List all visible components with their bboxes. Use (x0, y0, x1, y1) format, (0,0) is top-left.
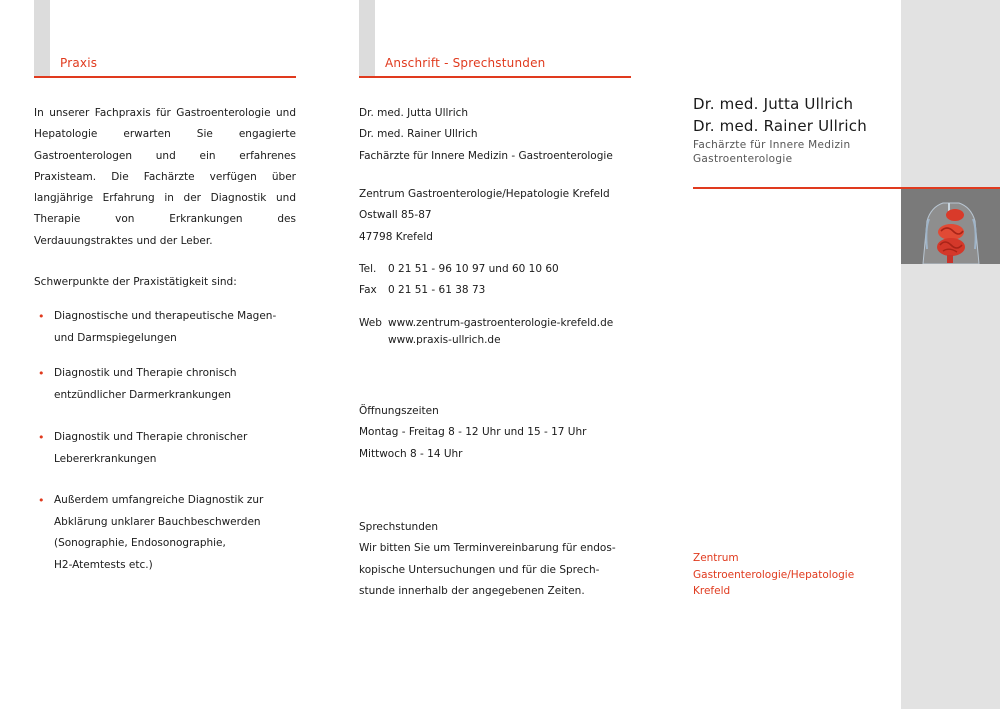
bullet-dot-icon: • (38, 310, 45, 323)
phone-block (359, 259, 559, 302)
digestive-system-icon (901, 189, 1000, 264)
opening-hours-heading: Öffnungszeiten (359, 405, 439, 417)
contact-heading: Anschrift - Sprechstunden (385, 56, 546, 70)
center-name: Zentrum Gastroenterologie/Hepatologie Krefeld (693, 552, 855, 598)
tel-line: Tel. 0 21 51 - 96 10 97 und 60 10 60 (359, 263, 559, 275)
web-block: Web www.zentrum-gastroenterologie-krefeld.de www.praxis-ullrich.de (359, 317, 614, 346)
contact-tab-marker (359, 0, 375, 77)
consultation-heading: Sprechstunden (359, 521, 438, 533)
sidebar-panel (901, 0, 1000, 709)
bullet-dot-icon: • (38, 431, 45, 444)
consultation-block: Sprechstunden Wir bitten Sie um Terminvereinbarung für endos- kopische Untersuchungen und für die Sprech- stunde innerhalb der angegebenen Zeiten. (359, 517, 616, 602)
opening-hours-block: Öffnungszeiten Montag - Freitag 8 - 12 Uhr und 15 - 17 Uhr Mittwoch 8 - 14 Uhr (359, 401, 586, 465)
fax-number: 0 21 51 - 61 38 73 (388, 284, 486, 297)
address-block: Zentrum Gastroenterologie/Hepatologie Krefeld Ostwall 85-87 47798 Krefeld (359, 188, 610, 243)
website-link-1[interactable]: www.zentrum-gastroenterologie-krefeld.de (388, 317, 614, 329)
focus-list (34, 306, 296, 576)
list-item: • Diagnostik und Therapie chronisch entzündlicher Darmerkrankungen (34, 363, 296, 406)
list-item: • Außerdem umfangreiche Diagnostik zur Abklärung unklarer Bauchbeschwerden (Sonographie, Endosonographie, H2-Atemtests etc.) (34, 490, 296, 576)
specialty-subtitle: Fachärzte für Innere Medizin Gastroenterologie (693, 139, 851, 165)
praxis-tab-marker (34, 0, 50, 77)
fax-line: Fax 0 21 51 - 61 38 73 (359, 284, 486, 297)
praxis-divider (34, 76, 296, 78)
doctor-names: Dr. med. Jutta Ullrich Dr. med. Rainer Ullrich (693, 95, 867, 135)
website-link-2[interactable]: www.praxis-ullrich.de (388, 334, 501, 346)
bullet-dot-icon: • (38, 494, 45, 507)
list-item: • Diagnostik und Therapie chronischer Lebererkrankungen (34, 427, 296, 470)
tel-number[interactable]: 0 21 51 - 96 10 97 und 60 10 60 (388, 263, 559, 275)
bullet-dot-icon: • (38, 367, 45, 380)
contact-divider (359, 76, 631, 78)
digestive-system-image (901, 189, 1000, 264)
praxis-heading: Praxis (60, 56, 98, 70)
list-item: • Diagnostische und therapeutische Magen- und Darmspiegelungen (34, 306, 296, 349)
doctors-block: Dr. med. Jutta Ullrich Dr. med. Rainer Ullrich Fachärzte für Innere Medizin - Gastroenterologie (359, 107, 613, 162)
focus-heading: Schwerpunkte der Praxistätigkeit sind: (34, 276, 237, 288)
praxis-intro: In unserer Fachpraxis für Gastroenterologie und Hepatologie erwarten Sie engagierte Gastroenterologen und ein erfahrenes Praxisteam. Die Fachärzte verfügen über langjährige Erfahrung in der Diagnostik und Therapie von Erkrankungen des Verdauungstraktes und der Leber. (34, 107, 296, 247)
